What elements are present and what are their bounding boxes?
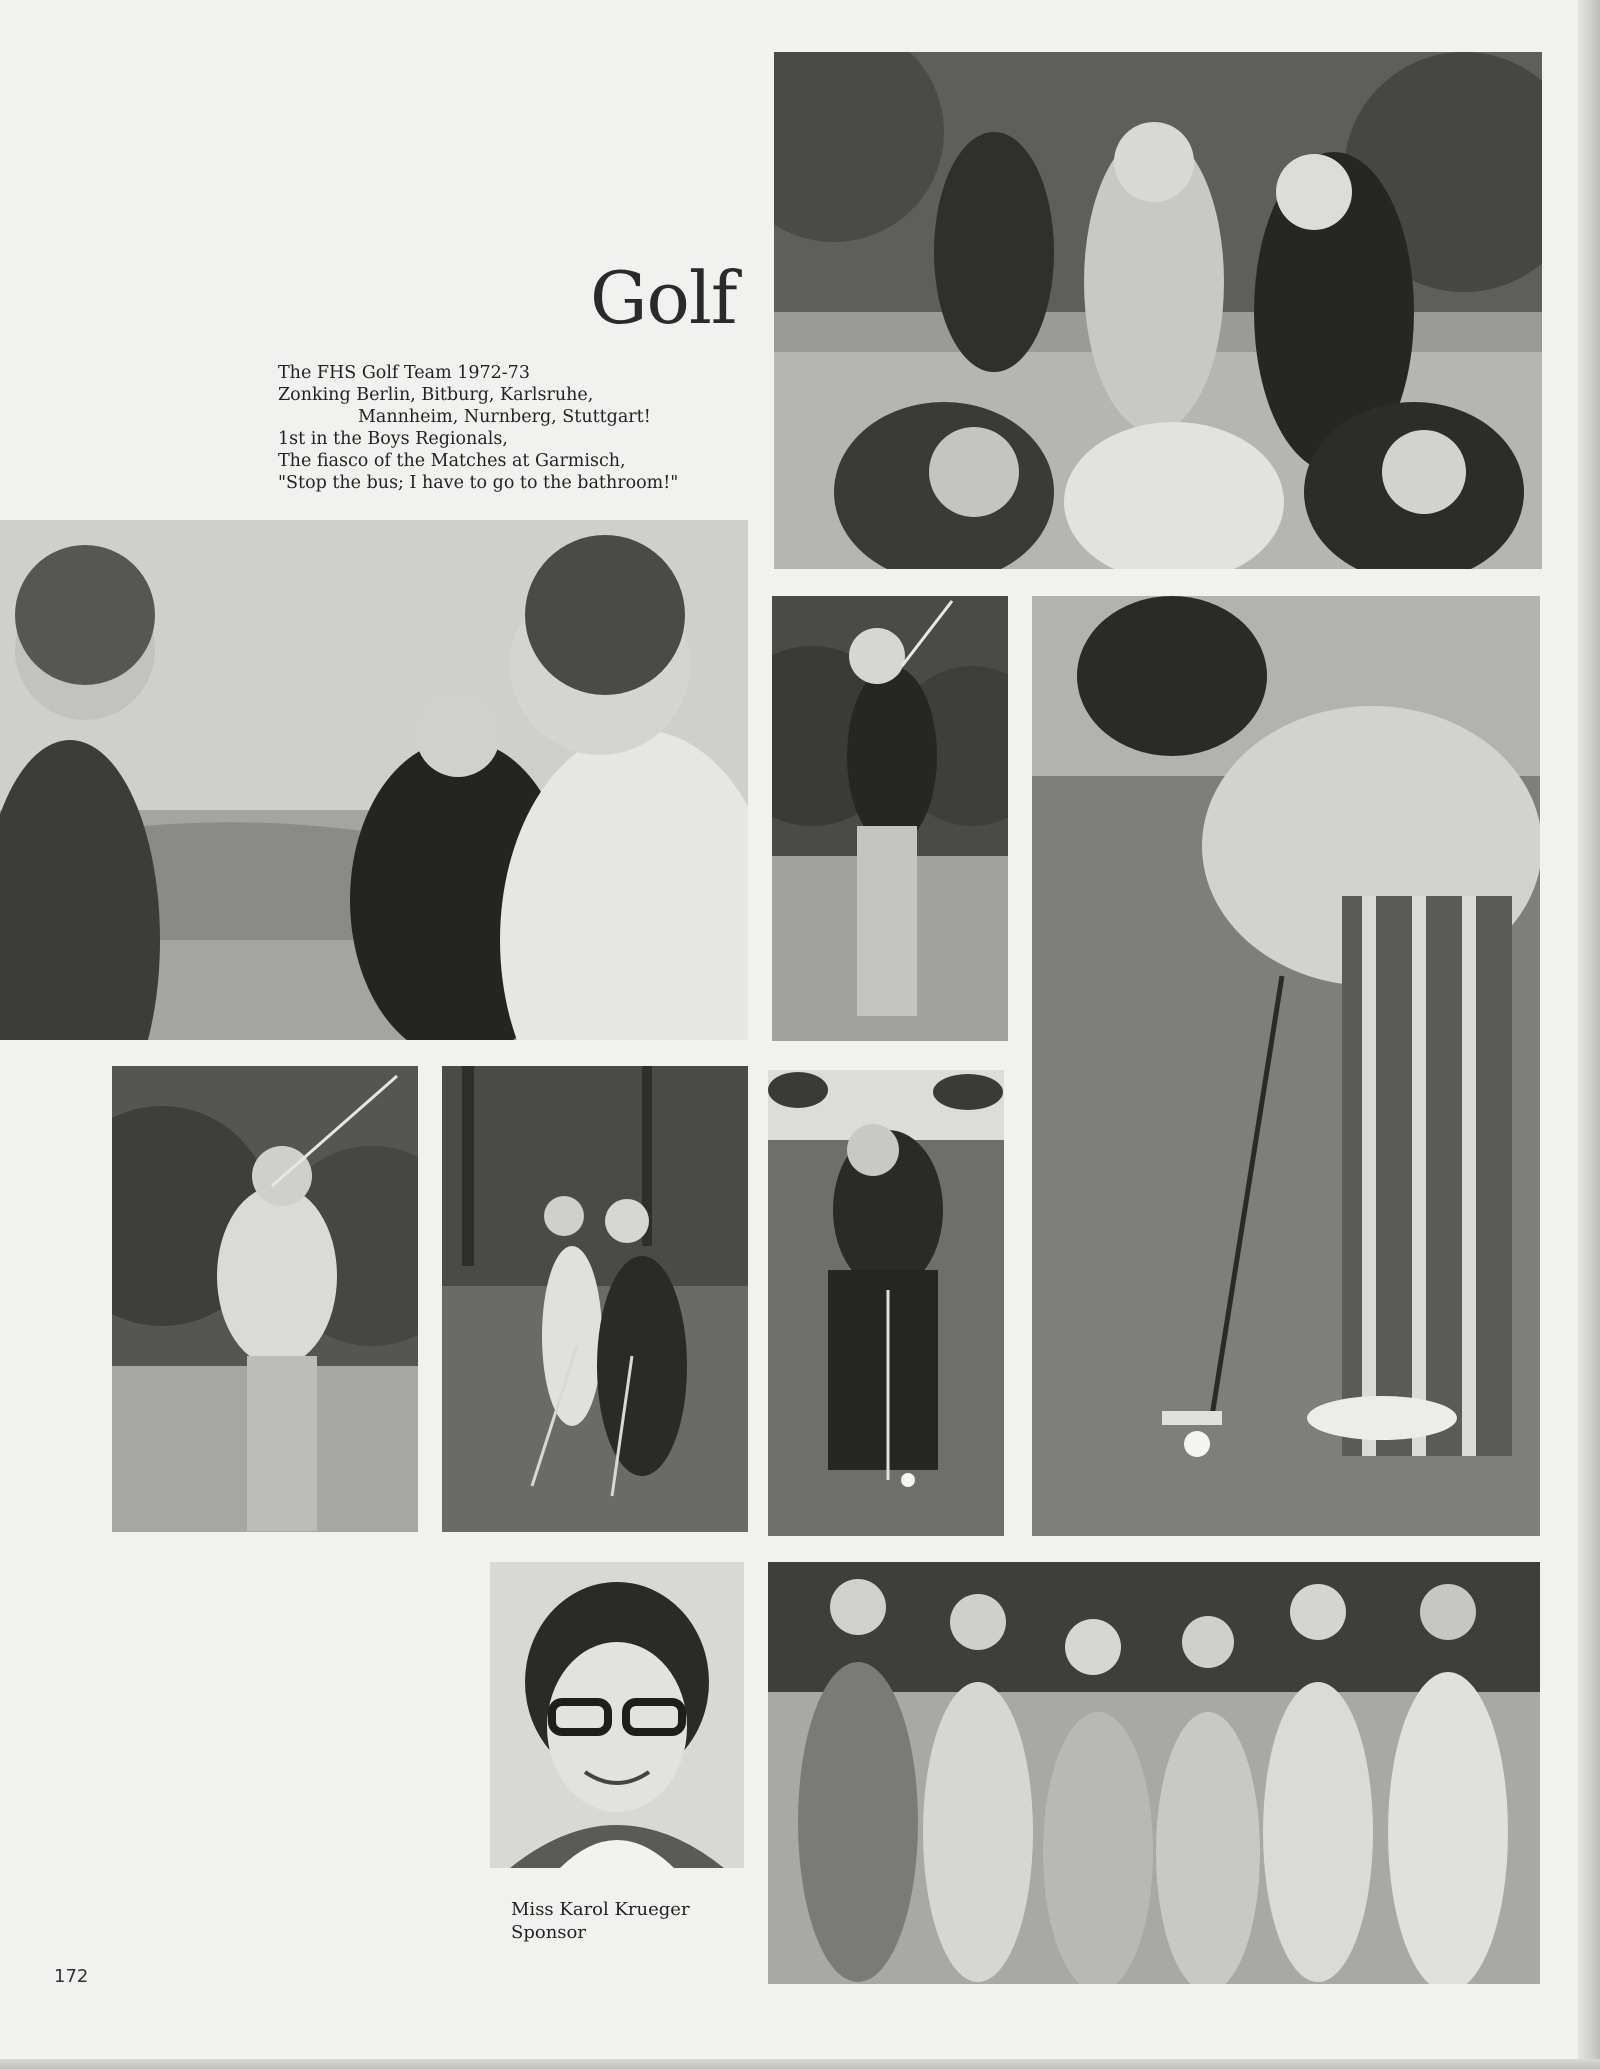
photo-golfer-swing-followthrough: [772, 596, 1008, 1041]
photo-golfer-backswing: [112, 1066, 418, 1532]
page-number: 172: [54, 1966, 89, 1987]
page-binding-edge: [1578, 0, 1600, 2069]
intro-line: Zonking Berlin, Bitburg, Karlsruhe,: [278, 385, 594, 405]
sponsor-role: Sponsor: [511, 1922, 586, 1943]
intro-text: [278, 362, 758, 494]
intro-line: The fiasco of the Matches at Garmisch,: [278, 451, 626, 471]
intro-line: The FHS Golf Team 1972-73: [278, 363, 530, 383]
photo-golfer-putting-green: [768, 1070, 1004, 1536]
photo-girl-putting: [1032, 596, 1540, 1536]
intro-line: 1st in the Boys Regionals,: [278, 429, 508, 449]
page-bottom-edge: [0, 2059, 1600, 2069]
intro-line: "Stop the bus; I have to go to the bathroom!": [278, 473, 679, 493]
photo-two-golfers-putting: [442, 1066, 748, 1532]
intro-line: Mannheim, Nurnberg, Stuttgart!: [358, 407, 651, 427]
sponsor-caption: [511, 1898, 690, 1944]
photo-sponsor-portrait: [490, 1562, 744, 1868]
photo-team-group: [768, 1562, 1540, 1984]
sponsor-name: Miss Karol Krueger: [511, 1899, 690, 1920]
photo-coach-scorecard: [0, 520, 748, 1040]
page-title: Golf: [590, 256, 737, 340]
photo-group-students: [774, 52, 1542, 569]
